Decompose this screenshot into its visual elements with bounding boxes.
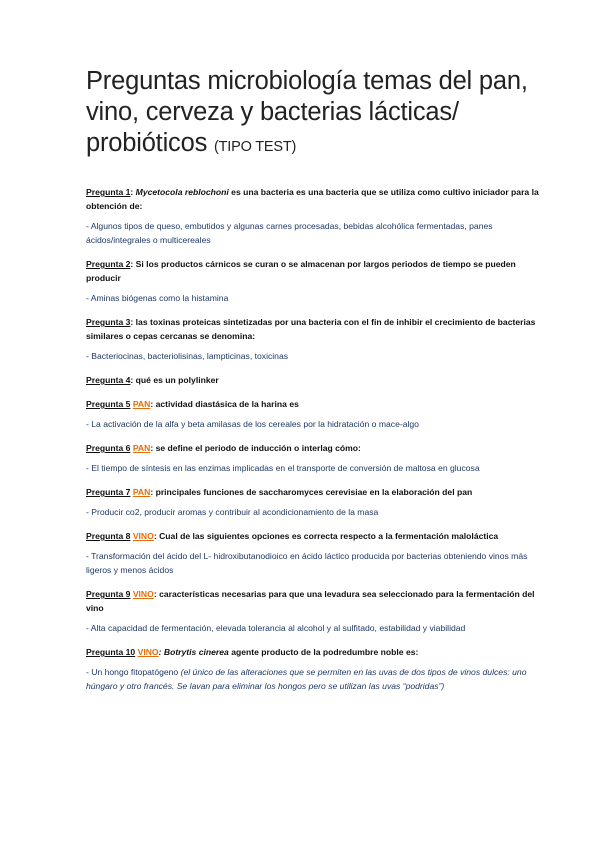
question-label: Pregunta 10 bbox=[86, 647, 136, 657]
title-suffix: (TIPO TEST) bbox=[214, 139, 297, 155]
answer-5: - La activación de la alfa y beta amilasas de los cereales por la hidratación o mace-algo bbox=[86, 419, 419, 429]
answer-3: - Bacteriocinas, bacteriolisinas, lampticinas, toxicinas bbox=[86, 351, 289, 361]
question-sep: : bbox=[153, 531, 160, 541]
question-sep: : bbox=[130, 375, 136, 385]
question-label: Pregunta 1 bbox=[86, 187, 131, 197]
answer-main: - Un hongo fitopatógeno bbox=[86, 667, 181, 677]
question-label: Pregunta 4 bbox=[86, 375, 131, 385]
answer-2: - Aminas biógenas como la histamina bbox=[86, 293, 229, 303]
question-sep: : bbox=[130, 317, 136, 327]
question-text: qué es un polylinker bbox=[135, 375, 219, 385]
question-5 bbox=[86, 397, 549, 411]
question-text: actividad diastásica de la harina es bbox=[155, 399, 299, 409]
question-1 bbox=[86, 185, 549, 213]
question-label: Pregunta 9 bbox=[86, 589, 131, 599]
answer-1: - Algunos tipos de queso, embutidos y algunas carnes procesadas, bebidas alcohólica fermentadas, panes ácidos/integrales o multicereales bbox=[86, 221, 493, 245]
question-topic: PAN bbox=[132, 399, 151, 409]
question-topic: VINO bbox=[132, 531, 154, 541]
question-sep: : bbox=[150, 487, 156, 497]
answer-8: - Transformación del ácido del L- hidroxibutanodioico en ácido láctico producida por bacterias obteniendo vinos más ligeros y menos ácidos bbox=[86, 551, 528, 575]
answer-7: - Producir co2, producir aromas y contribuir al acondicionamiento de la masa bbox=[86, 507, 379, 517]
question-text: las toxinas proteicas sintetizadas por una bacteria con el fin de inhibir el crecimiento de bacterias similares o cepas cercanas se denomina: bbox=[86, 317, 536, 341]
question-text: agente producto de la podredumbre noble es: bbox=[228, 647, 419, 657]
question-sep: : bbox=[158, 647, 164, 657]
question-sep: : bbox=[130, 259, 136, 269]
question-label: Pregunta 6 bbox=[86, 443, 131, 453]
question-text: principales funciones de saccharomyces cerevisiae en la elaboración del pan bbox=[155, 487, 473, 497]
answer-6: - El tiempo de síntesis en las enzimas implicadas en el transporte de conversión de maltosa en glucosa bbox=[86, 463, 480, 473]
question-sep: : bbox=[130, 187, 136, 197]
question-7 bbox=[86, 485, 549, 499]
question-text: características necesarias para que una levadura sea seleccionado para la fermentación del vino bbox=[86, 589, 535, 613]
answer-10 bbox=[86, 665, 549, 693]
question-sep: : bbox=[150, 399, 156, 409]
question-text: se define el periodo de inducción o interlag cómo: bbox=[155, 443, 361, 453]
question-label: Pregunta 5 bbox=[86, 399, 131, 409]
title-text: Preguntas microbiología temas del pan, vino, cerveza y bacterias lácticas/ probióticos bbox=[86, 67, 528, 157]
answer-9: - Alta capacidad de fermentación, elevada tolerancia al alcohol y al sulfitado, estabilidad y viabilidad bbox=[86, 623, 466, 633]
question-label: Pregunta 8 bbox=[86, 531, 131, 541]
page-title bbox=[86, 66, 549, 163]
question-topic: PAN bbox=[132, 487, 151, 497]
question-label: Pregunta 2 bbox=[86, 259, 131, 269]
question-6 bbox=[86, 441, 549, 455]
answer-note: (el único de las alteraciones que se permiten en las uvas de dos tipos de vinos dulces: uno húngaro y otro francés. Se lavan para eliminar los hongos pero se utilizan las uvas “podridas”) bbox=[86, 667, 527, 691]
question-topic: VINO bbox=[132, 589, 154, 599]
question-9 bbox=[86, 587, 549, 615]
question-italic: Botrytis cinerea bbox=[163, 647, 229, 657]
question-sep: : bbox=[153, 589, 160, 599]
question-10 bbox=[86, 645, 549, 659]
question-text: Si los productos cárnicos se curan o se almacenan por largos periodos de tiempo se pueden producir bbox=[86, 259, 516, 283]
question-topic: PAN bbox=[132, 443, 151, 453]
question-3 bbox=[86, 315, 549, 343]
question-text: es una bacteria es una bacteria que se utiliza como cultivo iniciador para la obtención de: bbox=[86, 187, 539, 211]
question-label: Pregunta 7 bbox=[86, 487, 131, 497]
question-italic: Mycetocola reblochoni bbox=[135, 187, 229, 197]
question-topic: VINO bbox=[137, 647, 159, 657]
question-label: Pregunta 3 bbox=[86, 317, 131, 327]
question-2 bbox=[86, 257, 549, 285]
question-sep: : bbox=[150, 443, 156, 453]
question-text: Cual de las siguientes opciones es correcta respecto a la fermentación maloláctica bbox=[159, 531, 499, 541]
question-4 bbox=[86, 373, 549, 387]
question-8 bbox=[86, 529, 549, 543]
